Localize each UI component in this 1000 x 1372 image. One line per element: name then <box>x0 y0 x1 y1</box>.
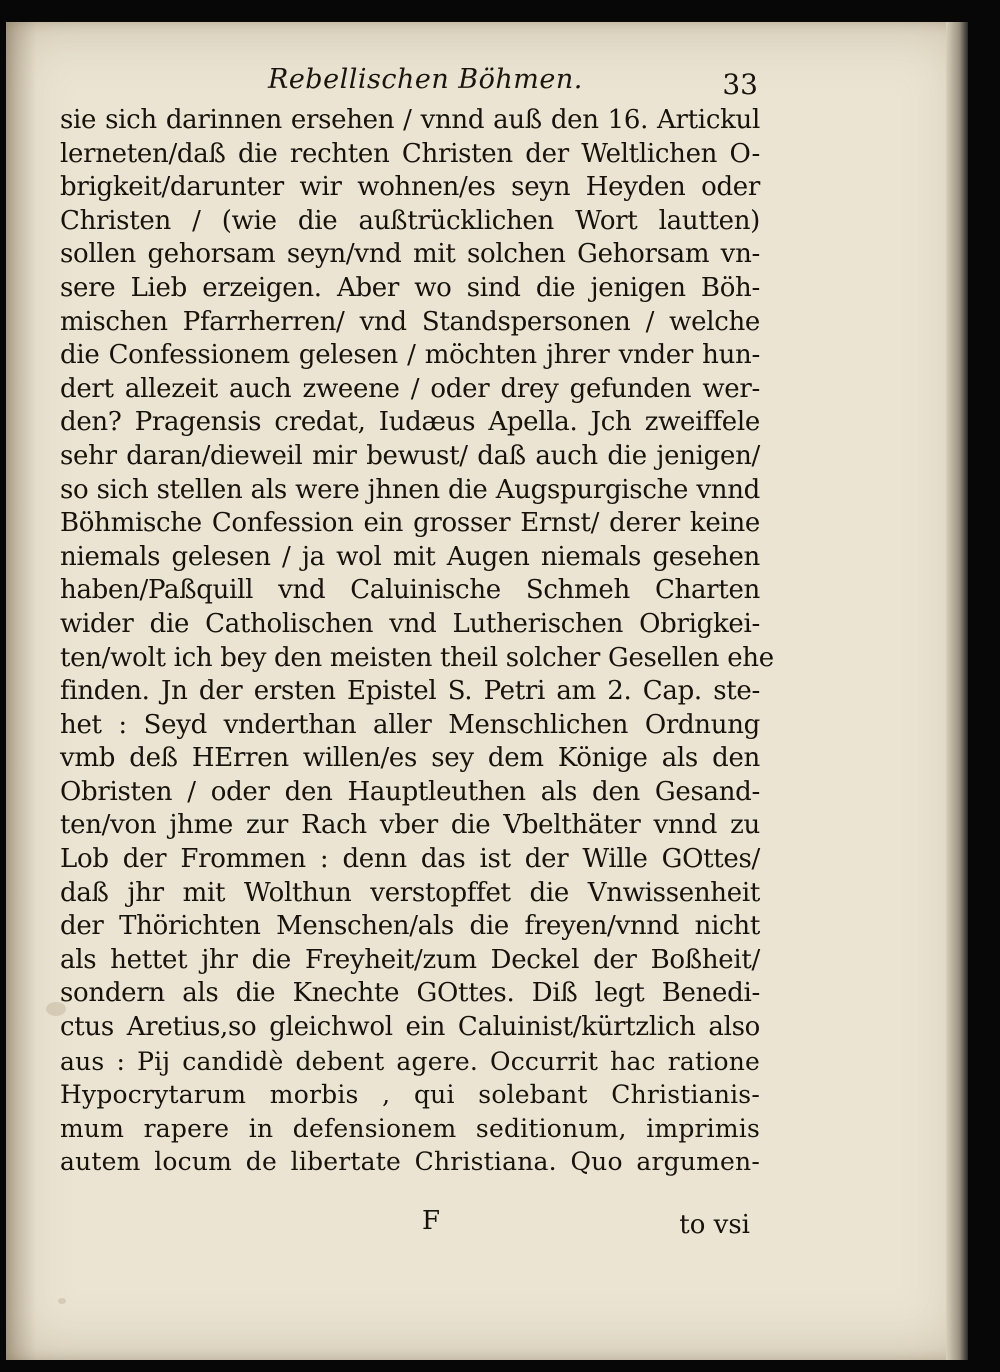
text-line: Hypocrytarum morbis , qui solebant Christianis- <box>60 1080 760 1110</box>
text-line: ctus Aretius,so gleichwol ein Caluinist/kürtzlich also <box>60 1012 760 1043</box>
page-edge <box>946 22 968 1360</box>
page-footer <box>60 1202 760 1242</box>
text-line: mischen Pfarrherren/ vnd Standspersonen / welche <box>60 306 760 337</box>
text-line: vmb deß HErren willen/es sey dem Könige als den <box>60 743 760 774</box>
text-line: het : Seyd vnderthan aller Menschlichen Ordnung <box>60 709 760 740</box>
text-line: ten/wolt ich bey den meisten theil solcher Gesellen ehe <box>60 642 774 673</box>
text-line: so sich stellen als were jhnen die Augspurgische vnnd <box>60 474 760 505</box>
text-line: wider die Catholischen vnd Lutherischen Obrigkei- <box>60 608 760 639</box>
text-line: Obristen / oder den Hauptleuthen als den Gesand- <box>60 776 760 807</box>
text-line: ten/von jhme zur Rach vber die Vbelthäter vnnd zu <box>60 810 760 841</box>
text-line: als hettet jhr die Freyheit/zum Deckel der Boßheit/ <box>60 944 760 975</box>
text-line: haben/Paßquill vnd Caluinische Schmeh Charten <box>60 575 760 606</box>
text-line: autem locum de libertate Christiana. Quo argumen- <box>60 1147 760 1177</box>
text-line: sondern als die Knechte GOttes. Diß legt Benedi- <box>60 978 760 1009</box>
text-line: sollen gehorsam seyn/vnd mit solchen Gehorsam vn- <box>60 239 760 270</box>
page-number: 33 <box>722 68 758 101</box>
text-line: Christen / (wie die außtrücklichen Wort lautten) <box>60 205 760 236</box>
text-line: mum rapere in defensionem seditionum, imprimis <box>60 1113 760 1143</box>
text-line: Lob der Frommen : denn das ist der Wille GOttes/ <box>60 844 760 875</box>
text-line: dert allezeit auch zweene / oder drey gefunden wer- <box>60 373 760 404</box>
page-header <box>268 58 758 102</box>
text-line: sere Lieb erzeigen. Aber wo sind die jenigen Böh- <box>60 272 760 303</box>
text-line: die Confessionem gelesen / möchten jhrer vnder hun- <box>60 340 760 371</box>
text-line: finden. Jn der ersten Epistel S. Petri am 2. Cap. ste- <box>60 676 760 707</box>
paper-stain <box>58 1298 66 1304</box>
text-line: sehr daran/dieweil mir bewust/ daß auch die jenigen/ <box>60 440 760 471</box>
page-fold-shadow <box>6 22 36 1360</box>
text-line: aus : Pij candidè debent agere. Occurrit hac ratione <box>60 1046 760 1076</box>
text-line: den? Pragensis credat, Iudæus Apella. Jch zweiffele <box>60 407 760 438</box>
catchword: to vsi <box>679 1210 750 1240</box>
text-line: daß jhr mit Wolthun verstopffet die Vnwissenheit <box>60 877 760 908</box>
text-line: niemals gelesen / ja wol mit Augen niemals gesehen <box>60 541 760 572</box>
signature-mark: F <box>422 1206 441 1236</box>
text-line: Böhmische Confession ein grosser Ernst/ derer keine <box>60 508 760 539</box>
text-line: der Thörichten Menschen/als die freyen/vnnd nicht <box>60 911 760 942</box>
body-text <box>60 104 774 1179</box>
running-head: Rebellischen Böhmen. <box>268 64 583 95</box>
text-line: sie sich darinnen ersehen / vnnd auß den 16. Artickul <box>60 105 760 135</box>
text-line: brigkeit/darunter wir wohnen/es seyn Heyden oder <box>60 172 760 203</box>
text-line: lerneten/daß die rechten Christen der Weltlichen O- <box>60 138 760 169</box>
